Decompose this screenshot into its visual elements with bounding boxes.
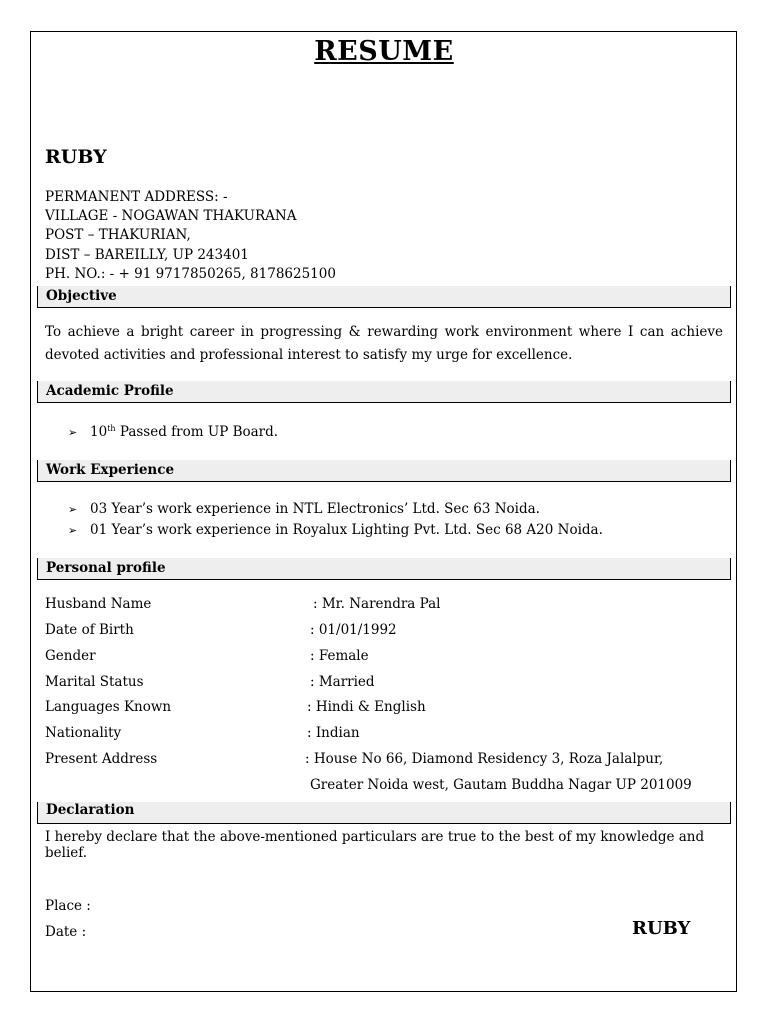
signature-name: RUBY [632,918,691,939]
academic-text [90,424,278,440]
place-label: Place : [45,898,91,914]
work-experience-item: 03 Year’s work experience in NTL Electronics’ Ltd. Sec 63 Noida. [90,501,540,517]
personal-value: : Hindi & English [307,699,426,715]
personal-value: : Indian [307,725,360,741]
arrow-bullet-icon: ➢ [68,426,78,439]
address-line: VILLAGE - NOGAWAN THAKURANA [45,208,297,224]
section-title: Personal profile [46,560,166,576]
arrow-bullet-icon: ➢ [68,524,78,537]
arrow-bullet-icon: ➢ [68,503,78,516]
personal-label: Present Address [45,751,158,767]
address-line: PERMANENT ADDRESS: - [45,189,228,205]
phone-line: PH. NO.: - + 91 9717850265, 8178625100 [45,266,336,282]
personal-value: : Female [310,648,369,664]
section-title: Academic Profile [46,383,174,399]
candidate-name: RUBY [45,146,107,168]
objective-text: To achieve a bright career in progressing & rewarding work environment where I can achieve devoted activities and professional interest to satisfy my urge for excellence. [45,324,723,363]
date-label: Date : [45,924,87,940]
personal-label: Date of Birth [45,622,134,638]
section-title: Work Experience [46,462,175,478]
section-header-work [37,460,731,482]
section-header-personal [37,558,731,580]
present-address-continued: Greater Noida west, Gautam Buddha Nagar UP 201009 [310,777,692,793]
academic-grade-suffix: th [107,424,116,433]
declaration-text: I hereby declare that the above-mentioned particulars are true to the best of my knowledge and belief. [45,829,705,861]
section-title: Objective [46,288,117,304]
work-experience-item: 01 Year’s work experience in Royalux Lighting Pvt. Ltd. Sec 68 A20 Noida. [90,522,603,538]
academic-grade: 10 [90,424,108,440]
section-header-academic [37,381,731,403]
personal-label: Gender [45,648,96,664]
personal-label: Languages Known [45,699,172,715]
personal-label: Husband Name [45,596,152,612]
section-header-declaration [37,802,731,824]
section-header-objective [37,286,731,308]
address-line: POST – THAKURIAN, [45,227,191,243]
section-title: Declaration [46,802,135,818]
personal-value: : 01/01/1992 [310,622,397,638]
resume-title: RESUME [314,36,454,67]
personal-label: Marital Status [45,674,144,690]
address-line: DIST – BAREILLY, UP 243401 [45,247,249,263]
personal-value: : Mr. Narendra Pal [313,596,441,612]
academic-detail: Passed from UP Board. [115,424,279,440]
personal-value: : Married [310,674,375,690]
personal-label: Nationality [45,725,122,741]
personal-value: : House No 66, Diamond Residency 3, Roza Jalalpur, [305,751,664,767]
